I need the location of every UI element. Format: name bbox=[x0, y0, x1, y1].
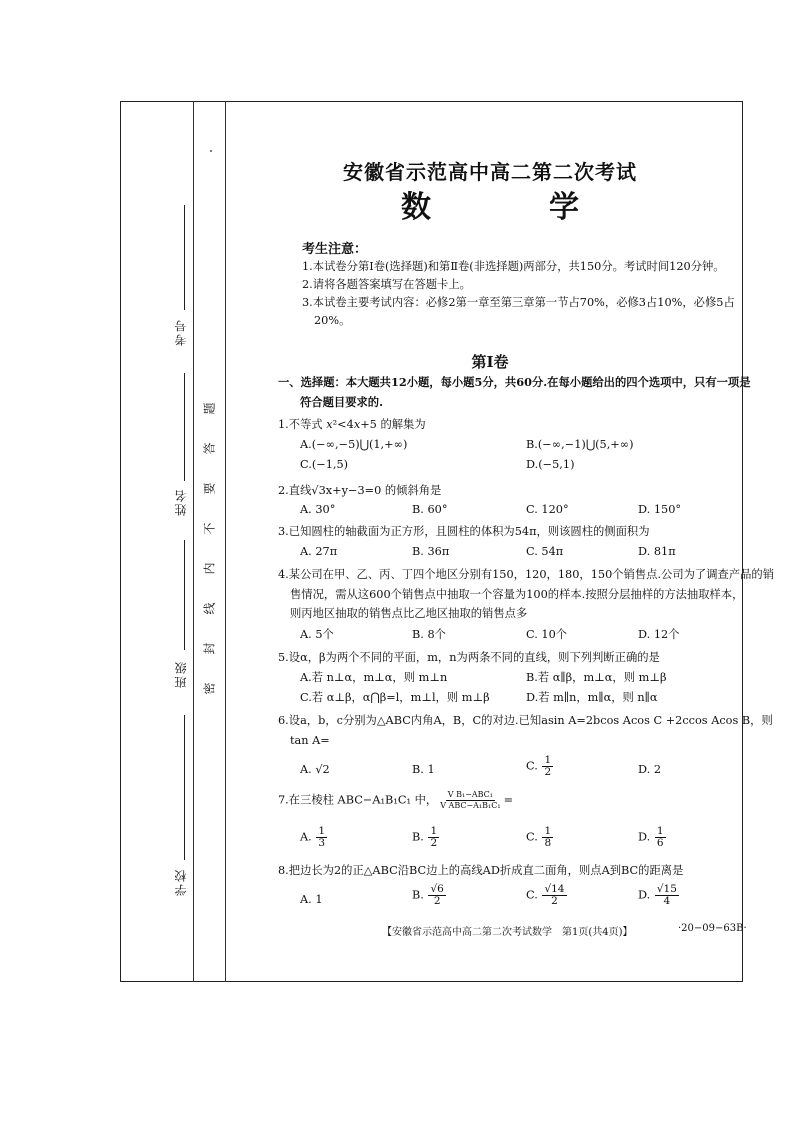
q4-option-a: A. 5个 bbox=[300, 628, 334, 641]
q7-c-num: 1 bbox=[544, 825, 552, 837]
q8-b-num: √6 bbox=[430, 883, 444, 895]
q6-c-num: 1 bbox=[544, 754, 552, 766]
seal-char-7: 答 bbox=[202, 442, 217, 455]
q4-stem-1: 4.某公司在甲、乙、丙、丁四个地区分别有150，120，180，150个销售点.公司为了调查产品的销 bbox=[278, 568, 775, 581]
q8-b-den: 2 bbox=[433, 895, 441, 907]
q7-d-label: D. bbox=[638, 830, 654, 844]
field-exam-no-line bbox=[184, 205, 185, 310]
seal-char-2: 封 bbox=[202, 642, 217, 655]
q8-option-c bbox=[526, 884, 568, 907]
q7-b-den: 2 bbox=[430, 837, 438, 849]
q8-c-label: C. bbox=[526, 888, 542, 902]
q7-a-fraction bbox=[316, 826, 327, 849]
seal-char-5: 不 bbox=[202, 522, 217, 535]
q7-d-num: 1 bbox=[656, 825, 664, 837]
seal-char-3: 线 bbox=[202, 602, 217, 615]
q6-stem-2: tan A= bbox=[290, 734, 330, 747]
q3-stem: 3.已知圆柱的轴截面为正方形，且圆柱的体积为54π，则该圆柱的侧面积为 bbox=[278, 525, 650, 538]
q7-c-fraction bbox=[542, 826, 553, 849]
q1-option-c: C.(−1,5) bbox=[300, 458, 349, 471]
q7-frac-den: V ABC−A₁B₁C₁ bbox=[440, 801, 501, 810]
q2-stem: 2.直线√3x+y−3=0 的倾斜角是 bbox=[278, 484, 442, 497]
q1-stem-b: x bbox=[326, 418, 333, 431]
q7-volume-fraction bbox=[438, 790, 502, 811]
q7-a-den: 3 bbox=[318, 837, 326, 849]
q3-option-d: D. 81π bbox=[638, 545, 676, 558]
q7-b-num: 1 bbox=[430, 825, 438, 837]
seal-char-8: 题 bbox=[202, 402, 217, 415]
q7-stem-a: 7.在三棱柱 ABC−A₁B₁C₁ 中， bbox=[278, 793, 438, 807]
q8-option-a: A. 1 bbox=[300, 893, 323, 906]
notice-item-1: 1.本试卷分第Ⅰ卷(选择题)和第Ⅱ卷(非选择题)两部分，共150分。考试时间120分钟。 bbox=[302, 260, 725, 273]
exam-title: 安徽省示范高中高二第二次考试 bbox=[343, 160, 637, 184]
q4-option-c: C. 10个 bbox=[526, 628, 568, 641]
field-name-line bbox=[184, 373, 185, 481]
footer-code: ·20−09−63B· bbox=[678, 923, 747, 934]
q8-d-label: D. bbox=[638, 888, 654, 902]
notice-item-3: 3.本试卷主要考试内容：必修2第一章至第三章第一节占70%，必修3占10%，必修5占 bbox=[302, 296, 735, 309]
q8-option-d bbox=[638, 884, 680, 907]
q3-option-c: C. 54π bbox=[526, 545, 564, 558]
q8-b-label: B. bbox=[412, 888, 428, 902]
q7-option-d bbox=[638, 826, 667, 849]
q6-c-fraction bbox=[542, 755, 553, 778]
q7-frac-num: V B₁−ABC₁ bbox=[447, 790, 494, 799]
q6-option-b: B. 1 bbox=[412, 763, 435, 776]
q2-option-c: C. 120° bbox=[526, 503, 569, 516]
seal-char-1: 密 bbox=[202, 682, 217, 695]
field-class-label: 班级 bbox=[174, 660, 188, 688]
q1-stem-c: ²<4 bbox=[332, 418, 354, 431]
q1-stem-d: x bbox=[353, 418, 361, 431]
q2-option-a: A. 30° bbox=[300, 503, 336, 516]
q8-d-num: √15 bbox=[656, 883, 677, 895]
q4-stem-3: 则丙地区抽取的销售点比乙地区抽取的销售点多 bbox=[290, 607, 528, 620]
q6-option-d: D. 2 bbox=[638, 763, 662, 776]
q3-option-b: B. 36π bbox=[412, 545, 450, 558]
field-class-line bbox=[184, 540, 185, 650]
field-exam-no-label: 考号 bbox=[174, 318, 188, 346]
q2-option-b: B. 60° bbox=[412, 503, 448, 516]
q4-stem-2: 售情况，需从这600个销售点中抽取一个容量为100的样本.按照分层抽样的方法抽取样本， bbox=[290, 588, 744, 601]
section-heading-1: 一、选择题：本大题共12小题，每小题5分，共60分.在每小题给出的四个选项中，只有一项是 bbox=[278, 375, 751, 389]
page-frame bbox=[120, 101, 743, 982]
footer-page-info: 【安徽省示范高中高二第二次考试数学 第1页(共4页)】 bbox=[382, 927, 633, 938]
q6-c-den: 2 bbox=[544, 766, 552, 778]
q5-stem: 5.设α，β为两个不同的平面，m，n为两条不同的直线，则下列判断正确的是 bbox=[278, 651, 660, 664]
section-heading-2: 符合题目要求的. bbox=[300, 395, 384, 409]
notice-item-3-cont: 20%。 bbox=[314, 314, 351, 327]
q5-option-d: D.若 m∥n，m∥α，则 n∥α bbox=[526, 691, 658, 704]
q8-c-den: 2 bbox=[551, 895, 558, 907]
q8-option-b bbox=[412, 884, 447, 907]
q7-option-b bbox=[412, 826, 440, 849]
field-name-label: 姓名 bbox=[174, 488, 188, 516]
q7-a-num: 1 bbox=[318, 825, 326, 837]
q4-option-b: B. 8个 bbox=[412, 628, 446, 641]
q7-c-label: C. bbox=[526, 830, 542, 844]
section-title: 第Ⅰ卷 bbox=[471, 353, 509, 371]
q2-option-d: D. 150° bbox=[638, 503, 682, 516]
field-school-label: 学校 bbox=[174, 868, 188, 896]
q1-stem-a: 1.不等式 bbox=[278, 418, 327, 431]
field-school-line bbox=[184, 715, 185, 860]
q7-a-label: A. bbox=[300, 830, 316, 844]
q8-b-fraction bbox=[428, 884, 445, 907]
q8-d-fraction bbox=[655, 884, 679, 907]
q7-b-fraction bbox=[428, 826, 439, 849]
q7-option-a bbox=[300, 826, 328, 849]
q7-stem bbox=[278, 790, 513, 811]
q8-stem: 8.把边长为2的正△ABC沿BC边上的高线AD折成直二面角，则点A到BC的距离是 bbox=[278, 864, 684, 877]
q1-stem bbox=[278, 417, 426, 432]
q1-stem-e: +5 的解集为 bbox=[360, 418, 426, 431]
seal-char-6: 要 bbox=[202, 482, 217, 495]
q1-option-b: B.(−∞,−1)⋃(5,+∞) bbox=[526, 438, 634, 451]
q8-c-num: √14 bbox=[544, 883, 565, 895]
q6-c-label: C. bbox=[526, 759, 542, 773]
q7-b-label: B. bbox=[412, 830, 428, 844]
q5-option-c: C.若 α⊥β，α⋂β=l，m⊥l，则 m⊥β bbox=[300, 691, 490, 704]
q7-d-fraction bbox=[655, 826, 666, 849]
q8-c-fraction bbox=[542, 884, 566, 907]
notice-item-2: 2.请将各题答案填写在答题卡上。 bbox=[302, 278, 471, 291]
binding-line-inner bbox=[225, 101, 226, 982]
binding-line-outer bbox=[193, 101, 194, 982]
q7-c-den: 8 bbox=[544, 837, 552, 849]
q7-option-c bbox=[526, 826, 554, 849]
q6-option-c bbox=[526, 755, 554, 778]
seal-char-4: 内 bbox=[202, 562, 217, 575]
dot-mark bbox=[210, 150, 212, 152]
q1-option-d: D.(−5,1) bbox=[526, 458, 575, 471]
q8-d-den: 4 bbox=[663, 895, 671, 907]
q5-option-a: A.若 n⊥α，m⊥α，则 m⊥n bbox=[300, 671, 448, 684]
q7-stem-b: = bbox=[503, 793, 514, 807]
q6-option-a: A. √2 bbox=[300, 763, 330, 776]
q1-option-a: A.(−∞,−5)⋃(1,+∞) bbox=[300, 438, 408, 451]
q7-d-den: 6 bbox=[656, 837, 664, 849]
exam-subject: 数 学 bbox=[401, 190, 623, 225]
notice-heading: 考生注意： bbox=[302, 242, 368, 257]
q4-option-d: D. 12个 bbox=[638, 628, 680, 641]
q5-option-b: B.若 α∥β，m⊥α，则 m⊥β bbox=[526, 671, 667, 684]
q6-stem-1: 6.设a，b，c分别为△ABC内角A，B，C的对边.已知asin A=2bcos Acos C +2ccos Acos B，则 bbox=[278, 714, 773, 727]
q3-option-a: A. 27π bbox=[300, 545, 338, 558]
